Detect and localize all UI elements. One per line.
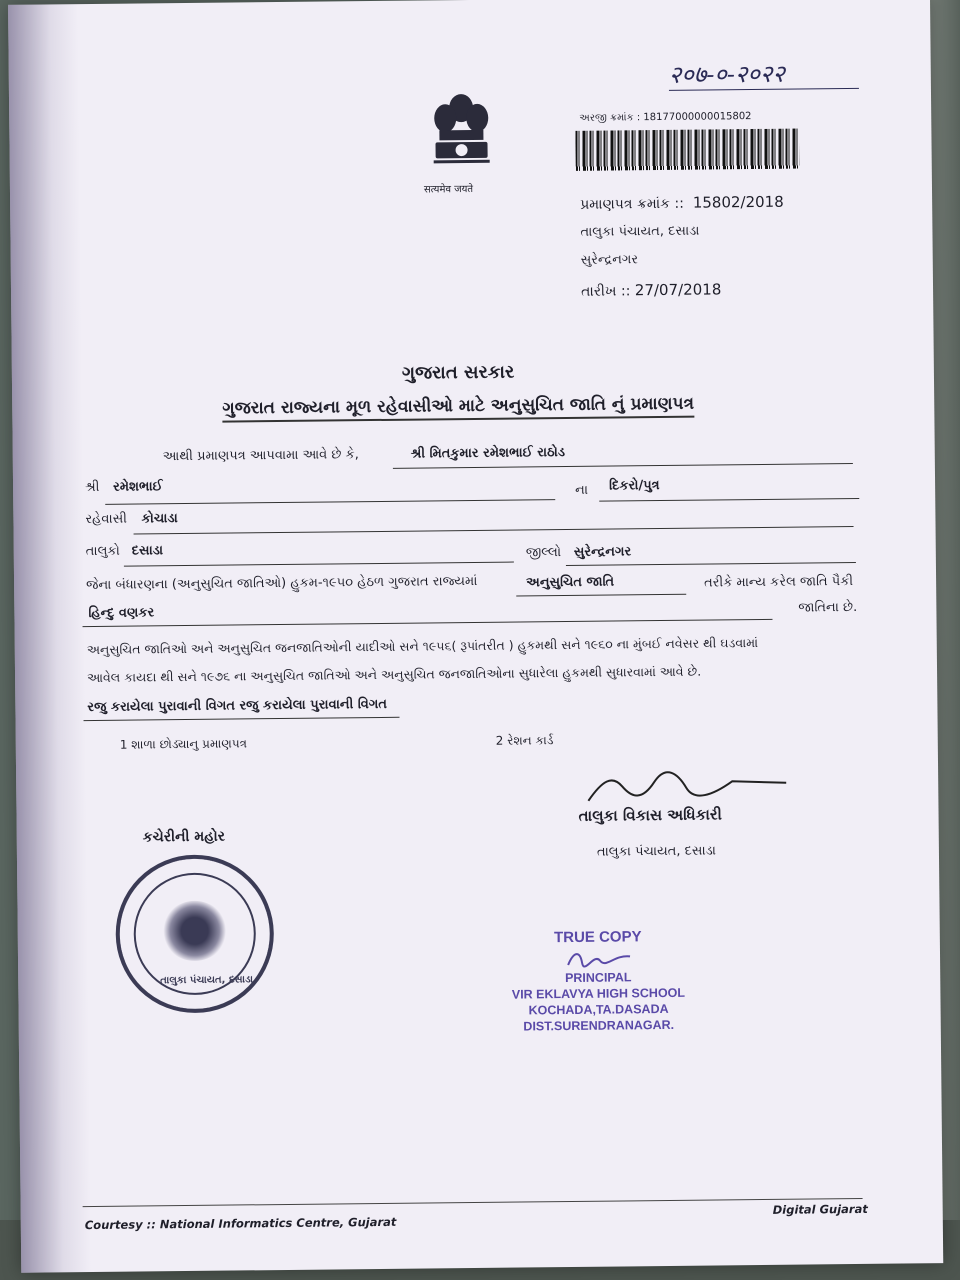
attestation-line-2: VIR EKLAVYA HIGH SCHOOL: [511, 985, 686, 1002]
evidence-item-2: 2 રેશન કાર્ડ: [495, 733, 554, 748]
office-seal-stamp: [115, 854, 275, 1014]
relation-line: [599, 498, 859, 502]
resident-label: રહેવાસી: [85, 511, 127, 528]
application-number-row: અરજી ક્રમાંક : 18177000000015802: [579, 111, 752, 124]
attestation-line-3: KOCHADA,TA.DASADA: [528, 1001, 669, 1018]
father-name: રમેશભાઈ: [113, 479, 163, 495]
father-line: [105, 499, 555, 505]
application-number: 18177000000015802: [643, 111, 752, 124]
category-line: [516, 594, 686, 597]
footer-rule: [83, 1198, 863, 1207]
holder-name: શ્રી મિતકુમાર રમેશભાઈ રાઠોડ: [410, 445, 566, 462]
category-value: અનુસુચિત જાતિ: [526, 574, 615, 591]
resident-line: [134, 526, 854, 535]
recognized-text: તરીકે માન્ય કરેલ જાતિ પૈકી: [704, 574, 854, 591]
emblem-motto: सत्यमेव जयते: [423, 183, 474, 196]
issuing-district: સુરેન્દ્રનગર: [580, 252, 639, 268]
caste-value: હિન્દુ વણકર: [88, 605, 155, 622]
certificate-date-row: તારીખ :: 27/07/2018: [580, 280, 722, 300]
caste-suffix: જાતિના છે.: [798, 599, 858, 616]
certificate-number: 15802/2018: [692, 192, 784, 212]
name-line: [393, 463, 853, 469]
intro-text: આથી પ્રમાણપત્ર આપવામા આવે છે કે,: [162, 447, 359, 465]
resident-village: કોચાડા: [141, 511, 178, 527]
order-text: જેના બંધારણના (અનુસુચિત જાતિઓ) હુકમ-૧૯૫૦ હેઠળ ગુજરાત રાજ્યમાં: [86, 573, 478, 594]
certificate-number-row: પ્રમાણપત્ર ક્રમાંક :: 15802/2018: [580, 192, 784, 213]
relation: દિકરો/પુત્ર: [609, 478, 660, 494]
district-label: જીલ્લો: [525, 545, 562, 561]
attestation-signature-icon: [564, 948, 634, 969]
barcode: [575, 129, 799, 171]
caste-line: [83, 619, 773, 627]
seal-emblem-icon: [161, 901, 228, 962]
signature-icon: [582, 769, 792, 807]
evidence-heading: રજુ કરાયેલા પુરાવાની વિગત રજુ કરાયેલા પુરાવાની વિગત: [87, 696, 388, 716]
attestation-line-4: DIST.SURENDRANAGAR.: [523, 1017, 675, 1034]
shri-label: શ્રી: [85, 479, 100, 496]
paragraph-line-1: અનુસુચિત જાતિઓ અને અનુસુચિત જનજાતિઓની યાદીઓ સને ૧૯૫૬( રૂપાંતરીત ) હુકમથી સને ૧૯૬૦ ના મુંબઈ નવેસર થી ઘડવામાં: [86, 635, 759, 658]
na-label: ના: [575, 482, 589, 498]
government-heading: ગુજરાત સરકાર: [401, 361, 515, 384]
true-copy-label: TRUE COPY: [553, 928, 642, 947]
issuing-office: તાલુકા પંચાયત, દસાડા: [580, 223, 700, 240]
evidence-item-1: 1 શાળા છોડ્યાનુ પ્રમાણપત્ર: [119, 736, 248, 752]
paragraph-line-2: આવેલ કાયદા થી સને ૧૯૭૬ ના અનુસુચિત જાતિઓ અને અનુસુચિત જનજાતિઓના સુધારેલા હુકમથી સુધારવામાં આવે છે.: [86, 663, 702, 686]
office-seal-label: કચેરીની મહોર: [142, 828, 226, 846]
taluka-label: તાલુકો: [85, 543, 120, 560]
national-emblem-icon: [421, 88, 502, 181]
certificate-date: 27/07/2018: [634, 280, 722, 300]
footer-digital-gujarat: Digital Gujarat: [772, 1201, 868, 1217]
evidence-heading-underline: [84, 717, 400, 721]
handwritten-date: २०७-०-२०२२: [668, 59, 785, 89]
signatory-title: તાલુકા વિકાસ અધિકારી: [578, 805, 722, 825]
taluka-value: દસાડા: [131, 543, 164, 559]
district-value: સુરેન્દ્રનગર: [573, 544, 632, 560]
seal-ring-text: તાલુકા પંચાયત, દસાડા: [160, 974, 254, 987]
taluka-line: [124, 562, 514, 567]
attestation-line-1: PRINCIPAL: [564, 970, 632, 986]
district-line: [566, 562, 856, 566]
certificate-page: [8, 0, 943, 1273]
signatory-office: તાલુકા પંચાયત, દસાડા: [596, 843, 716, 860]
certificate-title: ગુજરાત રાજ્યના મૂળ રહેવાસીઓ માટે અનુસુચિત જાતિ નું પ્રમાણપત્ર: [222, 394, 694, 423]
footer-courtesy: Courtesy :: National Informatics Centre, Gujarat: [84, 1214, 397, 1233]
